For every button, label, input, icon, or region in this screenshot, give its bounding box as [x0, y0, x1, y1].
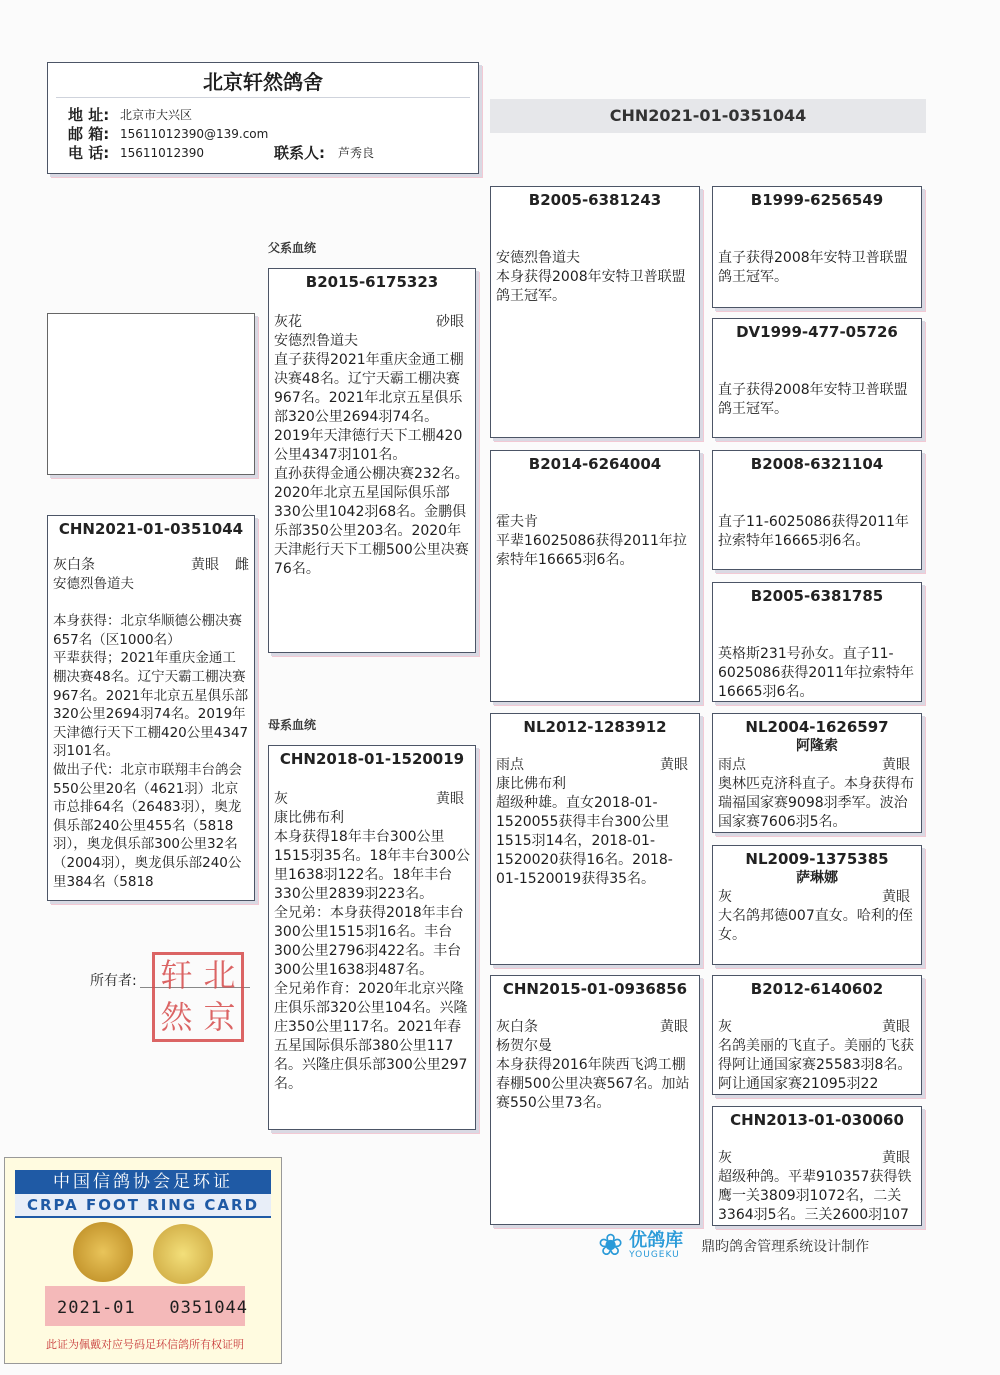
eye: 砂眼 [436, 314, 464, 330]
color-eye-row [269, 790, 475, 809]
email-value: 15611012390@139.com [120, 127, 269, 141]
color: 灰 [718, 1019, 732, 1035]
color: 灰 [718, 1150, 732, 1166]
ring-number: NL2009-1375385 [745, 850, 889, 868]
achievements: 本身获得：北京华顺德公棚决赛657名（区1000名） 平辈获得；2021年重庆金通工棚决赛48名。辽宁天霸工棚决赛967名。2021年北京五星俱乐部320公里2694羽74名。2019年天津德行天下工棚420公里4347羽101名。 做出子代：北京市联翔丰台鸽会550公里20名（4621羽）北京市总排64名（26483羽），奥龙俱乐部240公里455名（5818羽），奥龙俱乐部300公里32名（2004羽），奥龙俱乐部240公里384名（5818 [53, 613, 249, 890]
card-title-en: CRPA FOOT RING CARD [15, 1194, 271, 1216]
achievements: 英格斯231号孙女。直子11-6025086获得2011年拉索特年16665羽6名。 [718, 646, 914, 700]
ring-number: CHN2018-01-1520019 [279, 750, 465, 768]
achievements: 超级种雄。直女2018-01-1520055获得丰台300公里1515羽14名，2018-01-1520020获得16名。2018-01-1520019获得35名。 [496, 795, 673, 887]
email-row [48, 125, 478, 144]
color: 灰 [274, 791, 288, 807]
color: 雨点 [496, 757, 524, 773]
strain: 安德烈鲁道夫 [274, 333, 358, 349]
ring-number: B2008-6321104 [750, 455, 884, 473]
ring-number: B2005-6381243 [528, 191, 662, 209]
mother-card [268, 745, 476, 1130]
great-grandparent-card-4 [712, 582, 922, 702]
achievements: 名鸽美丽的飞直子。美丽的飞获得阿让通国家赛25583羽8名。阿让通国家赛21095羽22 [718, 1038, 914, 1092]
ring-number: CHN2013-01-030060 [730, 1111, 904, 1129]
paternal-granddam-card [490, 450, 700, 702]
achievements: 大名鸽邦德007直女。哈利的侄女。 [718, 908, 913, 943]
color-eye-row [48, 556, 254, 575]
color: 灰 [718, 889, 732, 905]
sex: 雌 [235, 557, 249, 573]
great-grandparent-card-6 [712, 845, 922, 965]
color: 灰花 [274, 314, 302, 330]
color-eye-row [713, 756, 921, 775]
crpa-logo-icon [153, 1224, 213, 1284]
color: 灰白条 [496, 1019, 538, 1035]
email-label: 邮 箱: [68, 125, 110, 143]
subject-pigeon-card [47, 515, 255, 901]
contact-label: 联系人: [273, 144, 325, 162]
foot-ring-card [4, 1157, 282, 1364]
ring-number: B2014-6264004 [528, 455, 662, 473]
great-grandparent-card-3 [712, 450, 922, 570]
ring-number: CHN2021-01-0351044 [58, 520, 244, 538]
brand-name-en: YOUGEKU [629, 1249, 680, 1260]
ring-number: B2012-6140602 [750, 980, 884, 998]
great-grandparent-card-8 [712, 1106, 922, 1226]
great-grandparent-card-5 [712, 713, 922, 833]
loft-seal-stamp [152, 952, 244, 1042]
card-title-cn: 中国信鸽协会足环证 [53, 1172, 233, 1192]
achievements: 直子获得2008年安特卫普联盟鸽王冠军。 [718, 382, 908, 417]
pigeon-photo-placeholder [47, 313, 255, 475]
achievements: 直子获得2021年重庆金通工棚决赛48名。辽宁天霸工棚决赛967名。2021年北京五星俱乐部320公里2694羽74名。2019年天津德行天下工棚420公里4347羽101名。 直孙获得金通公棚决赛232名。2020年北京五星国际俱乐部330公里1042羽68名。金鹏俱乐部350公里203名。2020年天津彪行天下工棚500公里决赛76名。 [274, 352, 469, 577]
achievements: 直子获得2008年安特卫普联盟鸽王冠军。 [718, 250, 908, 285]
main-ring-banner: CHN2021-01-0351044 [490, 99, 926, 133]
achievements: 奥林匹克济科直子。本身获得布瑞福国家赛9098羽季军。波治国家赛7606羽5名。 [718, 776, 914, 830]
eye: 黄眼 [660, 1019, 688, 1035]
achievements: 本身获得18年丰台300公里1515羽35名。18年丰台300公里1638羽122名。18年丰台330公里2839羽223名。 全兄弟：本身获得2018年丰台300公里1515羽16名。丰台300公里2796羽422名。丰台300公里1638羽487名。 全兄弟作育：2020年北京兴隆庄俱乐部320公里104名。兴隆庄350公里117名。2021年春五星国际俱乐部380公里117名。兴隆庄俱乐部300公里297名。 [274, 829, 470, 1092]
association-emblem-icon [73, 1222, 133, 1282]
color: 雨点 [718, 757, 746, 773]
card-number: 0351044 [169, 1298, 249, 1318]
brand-credit: 鼎昀鸽舍管理系统设计制作 [701, 1238, 870, 1255]
brand-footer [598, 1228, 869, 1263]
color-eye-row [713, 888, 921, 907]
color-eye-row [491, 1018, 699, 1037]
ring-number: CHN2015-01-0936856 [502, 980, 688, 998]
eye: 黄眼 [882, 1150, 910, 1166]
ring-number: NL2012-1283912 [523, 718, 667, 736]
phone-value: 15611012390 [120, 146, 204, 160]
color: 灰白条 [53, 557, 95, 573]
great-grandparent-card-7 [712, 975, 922, 1095]
card-ring-number [57, 1298, 248, 1318]
strain: 康比佛布利 [496, 776, 566, 792]
eye: 黄眼 [882, 757, 910, 773]
card-note: 此证为佩戴对应号码足环信鸽所有权证明 [46, 1338, 244, 1351]
eye: 黄眼 [882, 1019, 910, 1035]
color-eye-row [491, 756, 699, 775]
loft-header [47, 62, 479, 174]
seal-char: 北 [203, 956, 236, 994]
achievements: 本身获得2016年陕西飞鸿工棚春棚500公里决赛567名。加站赛550公里73名。 [496, 1057, 690, 1111]
address-label: 地 址: [68, 106, 110, 124]
eye: 黄眼 [191, 557, 219, 573]
owner-label: 所有者: [90, 973, 137, 989]
ring-number: DV1999-477-05726 [736, 323, 898, 341]
color-eye-row [269, 313, 475, 332]
brand-name: 优鸽库 [629, 1229, 684, 1251]
father-card [268, 268, 476, 653]
strain: 杨贺尔曼 [496, 1038, 552, 1054]
achievements: 安德烈鲁道夫 本身获得2008年安特卫普联盟鸽王冠军。 [496, 250, 686, 304]
ring-number: B1999-6256549 [750, 191, 884, 209]
maternal-grandsire-card [490, 713, 700, 965]
mother-line-label: 母系血统 [268, 718, 317, 732]
contact-value: 芦秀良 [337, 146, 374, 160]
great-grandparent-card-2 [712, 318, 922, 438]
achievements: 直子11-6025086获得2011年拉索特年16665羽6名。 [718, 514, 909, 549]
ring-number: B2015-6175323 [305, 273, 439, 291]
paternal-grandsire-card [490, 186, 700, 438]
eye: 黄眼 [882, 889, 910, 905]
color-eye-row [713, 1149, 921, 1168]
pigeon-name: 阿隆索 [796, 738, 838, 754]
achievements: 超级种鸽。平辈910357获得铁鹰一关3809羽1072名，二关3364羽5名。三关2600羽107 [718, 1169, 912, 1223]
color-eye-row [713, 1018, 921, 1037]
phone-row [48, 144, 478, 163]
eye: 黄眼 [436, 791, 464, 807]
pigeon-name: 萨琳娜 [796, 870, 838, 886]
achievements: 霍夫肯 平辈16025086获得2011年拉索特年16665羽6名。 [496, 514, 687, 568]
ring-number: B2005-6381785 [750, 587, 884, 605]
card-year: 2021-01 [57, 1298, 136, 1318]
ring-number: NL2004-1626597 [745, 718, 889, 736]
loft-title: 北京轩然鸽舍 [56, 63, 470, 98]
eye: 黄眼 [660, 757, 688, 773]
strain: 康比佛布利 [274, 810, 344, 826]
brand-swirl-icon: ❀ [598, 1228, 624, 1263]
great-grandparent-card-1 [712, 186, 922, 308]
father-line-label: 父系血统 [268, 241, 317, 255]
card-header [15, 1170, 271, 1218]
phone-label: 电 话: [68, 144, 110, 162]
address-row [48, 106, 478, 125]
seal-char: 轩 [160, 956, 193, 994]
seal-char: 然 [160, 998, 193, 1036]
seal-char: 京 [203, 998, 236, 1036]
strain: 安德烈鲁道夫 [53, 576, 134, 592]
maternal-granddam-card [490, 975, 700, 1225]
address-value: 北京市大兴区 [120, 108, 193, 122]
